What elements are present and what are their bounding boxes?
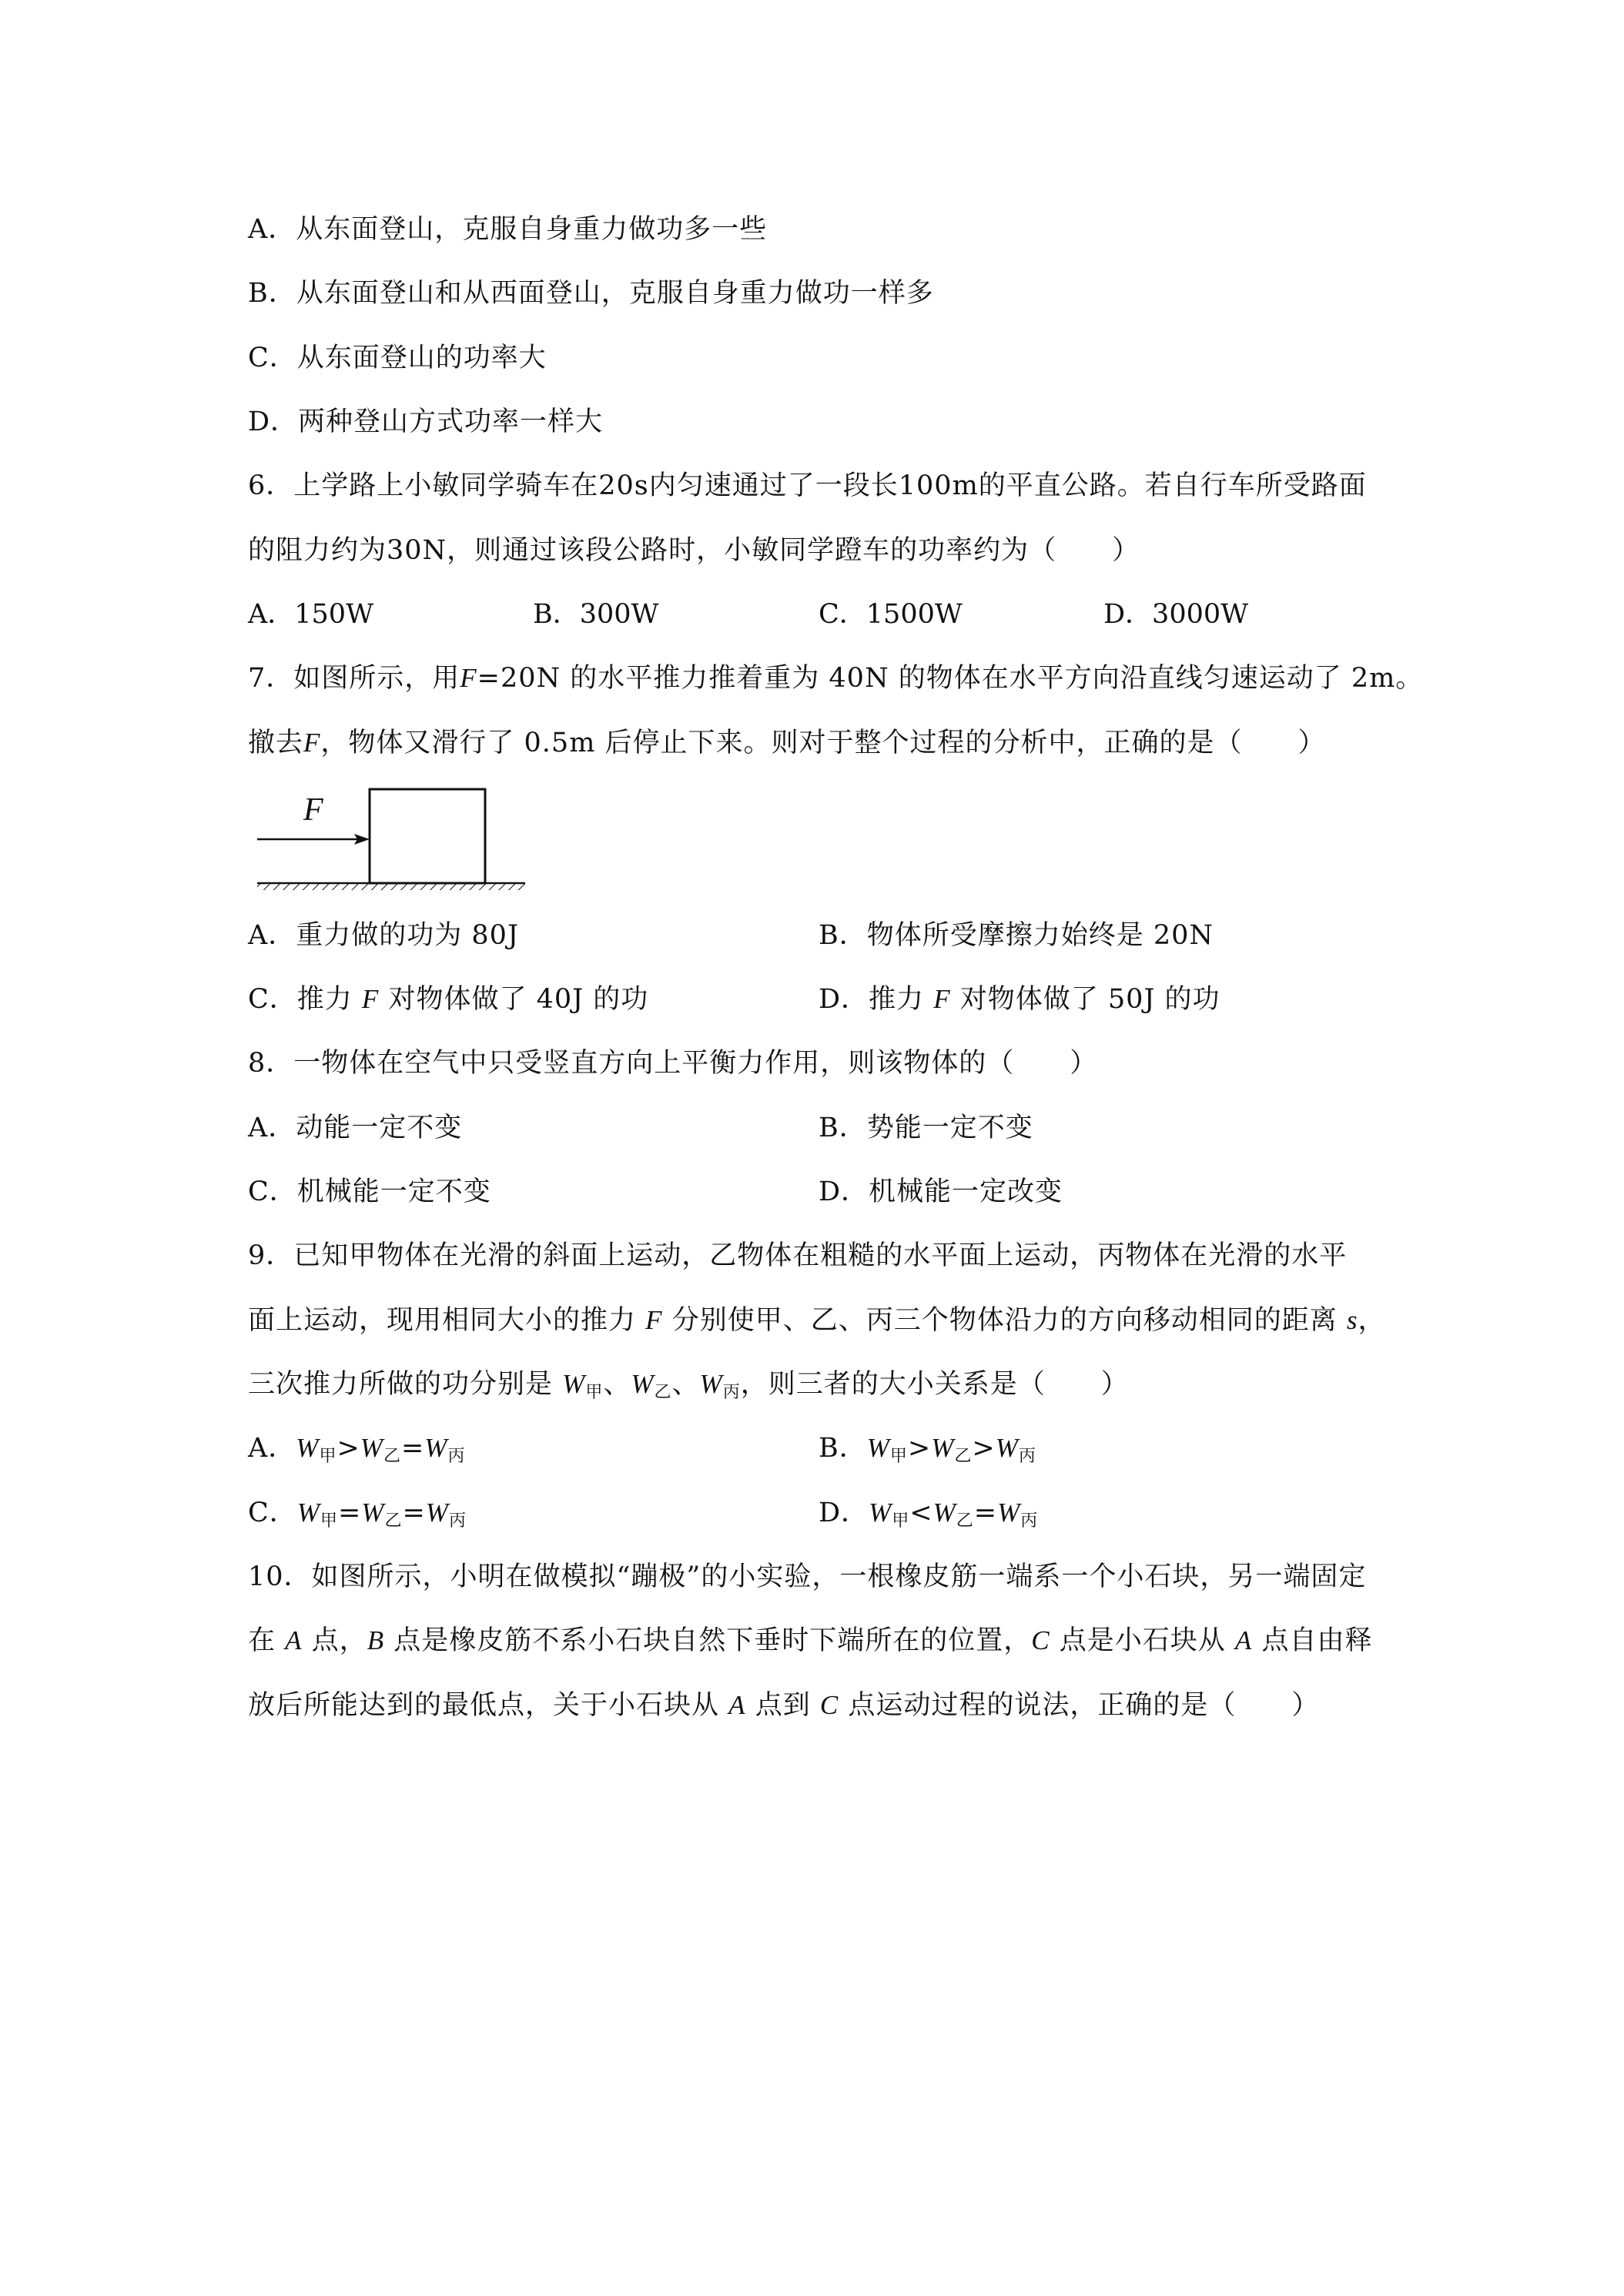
- q9-var-w: W: [997, 1498, 1021, 1528]
- q9-option-b: [819, 1429, 1036, 1476]
- q9-var-w: W: [699, 1369, 723, 1399]
- q9-var-w: W: [562, 1369, 586, 1399]
- q9-option-c: [248, 1494, 467, 1541]
- q5-option-c: C．从东面登山的功率大: [248, 343, 547, 373]
- q8-option-c: C．机械能一定不变: [248, 1176, 491, 1207]
- q7-text: C．推力: [248, 984, 353, 1015]
- q6-stem-line2: 的阻力约为30N，则通过该段公路时，小敏同学蹬车的功率约为（ ）: [248, 535, 1140, 566]
- q9-sub: 甲: [892, 1511, 910, 1531]
- q9-op: >: [907, 1433, 932, 1464]
- q10-var-b: B: [367, 1625, 385, 1655]
- q8-stem: 8．一物体在空气中只受竖直方向上平衡力作用，则该物体的（ ）: [248, 1048, 1098, 1079]
- q8-option-a: A．动能一定不变: [248, 1113, 463, 1143]
- q6-stem-line1: 6．上学路上小敏同学骑车在20s内匀速通过了一段长100m的平直公路。若自行车所受路面: [248, 470, 1367, 501]
- q7-stem-line2: [248, 724, 1326, 762]
- q6-option-d: D．3000W: [1103, 599, 1249, 630]
- q7-text: D．推力: [819, 984, 925, 1015]
- block: [370, 789, 485, 883]
- q7-text: 对物体做了 40J 的功: [388, 984, 649, 1015]
- q9-text: A．: [248, 1433, 296, 1464]
- q9-text: 、: [603, 1369, 631, 1400]
- q10-stem-line3: [248, 1686, 1319, 1725]
- q7-text: 撤去: [248, 728, 304, 758]
- q9-var-w: W: [866, 1433, 890, 1463]
- q7-option-a: A．重力做的功为 80J: [248, 920, 519, 951]
- q6-option-b: B．300W: [533, 599, 659, 630]
- q8-option-d: D．机械能一定改变: [819, 1176, 1063, 1207]
- q7-text: 对物体做了 50J 的功: [959, 984, 1221, 1015]
- q9-var-w: W: [360, 1433, 383, 1463]
- force-label: F: [303, 792, 323, 828]
- q7-text: =20N 的水平推力推着重为 40N 的物体在水平方向沿直线匀速运动了 2m。: [477, 663, 1424, 694]
- q10-text: 点是小石块从: [1059, 1625, 1226, 1656]
- q7-force-diagram: [254, 782, 531, 899]
- q9-text: 面上运动，现用相同大小的推力: [248, 1305, 637, 1336]
- q9-text: 三次推力所做的功分别是: [248, 1369, 554, 1400]
- q9-sub: 乙: [654, 1383, 672, 1402]
- q9-var-w: W: [933, 1498, 956, 1528]
- q9-op: <: [909, 1498, 933, 1528]
- q7-text: 7．如图所示，用: [248, 663, 460, 694]
- q6-option-c: C．1500W: [819, 599, 963, 630]
- q9-op: =: [337, 1498, 362, 1528]
- q10-var-c: C: [819, 1690, 839, 1720]
- q10-text: 放后所能达到的最低点，关于小石块从: [248, 1690, 720, 1721]
- q9-stem-line3: [248, 1365, 1129, 1412]
- q8-option-b: B．势能一定不变: [819, 1113, 1033, 1143]
- q9-stem-line1: 9．已知甲物体在光滑的斜面上运动，乙物体在粗糙的水平面上运动，丙物体在光滑的水平: [248, 1240, 1348, 1271]
- q9-op: =: [402, 1498, 426, 1528]
- q7-var-f: F: [303, 728, 321, 758]
- q9-op: >: [972, 1433, 996, 1464]
- q10-var-a: A: [728, 1690, 746, 1720]
- q9-text: ，则三者的大小关系是（ ）: [740, 1369, 1129, 1400]
- q9-sub: 甲: [319, 1447, 337, 1466]
- q9-sub: 乙: [384, 1511, 403, 1531]
- q9-option-d: [819, 1494, 1038, 1541]
- q9-var-w: W: [631, 1369, 655, 1399]
- q9-op: >: [337, 1433, 360, 1464]
- q9-var-w: W: [424, 1433, 448, 1463]
- q9-option-a: [248, 1429, 465, 1476]
- q9-sub: 甲: [889, 1447, 908, 1466]
- q7-stem-line1: [248, 659, 1423, 698]
- q9-text: ，: [1358, 1305, 1386, 1336]
- q10-var-a: A: [1234, 1625, 1253, 1655]
- q10-text: 点运动过程的说法，正确的是（ ）: [848, 1690, 1320, 1721]
- q10-stem-line2: [248, 1622, 1372, 1660]
- q9-text: B．: [819, 1433, 867, 1464]
- q7-option-d: [819, 980, 1221, 1019]
- q10-var-a: A: [285, 1625, 303, 1655]
- q7-var-f: F: [460, 663, 477, 693]
- q9-sub: 丙: [1018, 1447, 1036, 1466]
- q9-var-w: W: [931, 1433, 955, 1463]
- q9-var-w: W: [361, 1498, 385, 1528]
- q10-var-c: C: [1031, 1625, 1050, 1655]
- q9-sub: 乙: [383, 1447, 401, 1466]
- q9-sub: 甲: [585, 1383, 604, 1402]
- q9-sub: 丙: [448, 1511, 467, 1531]
- q9-text: D．: [819, 1498, 869, 1528]
- q9-sub: 丙: [722, 1383, 741, 1402]
- q9-op: =: [400, 1433, 425, 1464]
- q9-sub: 乙: [956, 1511, 974, 1531]
- q9-stem-line2: [248, 1301, 1385, 1340]
- q9-text: C．: [248, 1498, 297, 1528]
- q10-text: 在: [248, 1625, 276, 1656]
- q5-option-d: D．两种登山方式功率一样大: [248, 407, 604, 437]
- q9-var-w: W: [425, 1498, 449, 1528]
- q9-sub: 丙: [1020, 1511, 1039, 1531]
- q9-sub: 甲: [320, 1511, 338, 1531]
- q10-text: 点自由释: [1261, 1625, 1373, 1656]
- q10-stem-line1: 10．如图所示，小明在做模拟“蹦极”的小实验，一根橡皮筋一端系一个小石块，另一端固定: [248, 1561, 1367, 1592]
- q6-option-a: A．150W: [248, 599, 374, 630]
- q7-var-f: F: [361, 984, 380, 1014]
- q9-text: 、: [671, 1369, 700, 1400]
- q9-sub: 乙: [954, 1447, 973, 1466]
- q5-option-a: A．从东面登山，克服自身重力做功多一些: [248, 214, 768, 245]
- q10-text: 点是橡皮筋不系小石块自然下垂时下端所在的位置，: [393, 1625, 1032, 1656]
- q9-op: =: [973, 1498, 998, 1528]
- q5-option-b: B．从东面登山和从西面登山，克服自身重力做功一样多: [248, 278, 934, 309]
- q9-var-w: W: [995, 1433, 1019, 1463]
- q9-var-w: W: [296, 1433, 320, 1463]
- q7-option-c: [248, 980, 648, 1019]
- q10-text: 点到: [755, 1690, 811, 1721]
- q9-text: 分别使甲、乙、丙三个物体沿力的方向移动相同的距离: [671, 1305, 1338, 1336]
- q10-text: 点，: [311, 1625, 367, 1656]
- q7-option-b: B．物体所受摩擦力始终是 20N: [819, 920, 1214, 951]
- q7-var-f: F: [933, 984, 951, 1014]
- q9-var-s: s: [1346, 1305, 1358, 1335]
- q9-var-w: W: [296, 1498, 320, 1528]
- q9-sub: 丙: [447, 1447, 466, 1466]
- q7-text: ，物体又滑行了 0.5m 后停止下来。则对于整个过程的分析中，正确的是（ ）: [320, 728, 1326, 758]
- q9-var-w: W: [869, 1498, 892, 1528]
- q9-var-f: F: [645, 1305, 663, 1335]
